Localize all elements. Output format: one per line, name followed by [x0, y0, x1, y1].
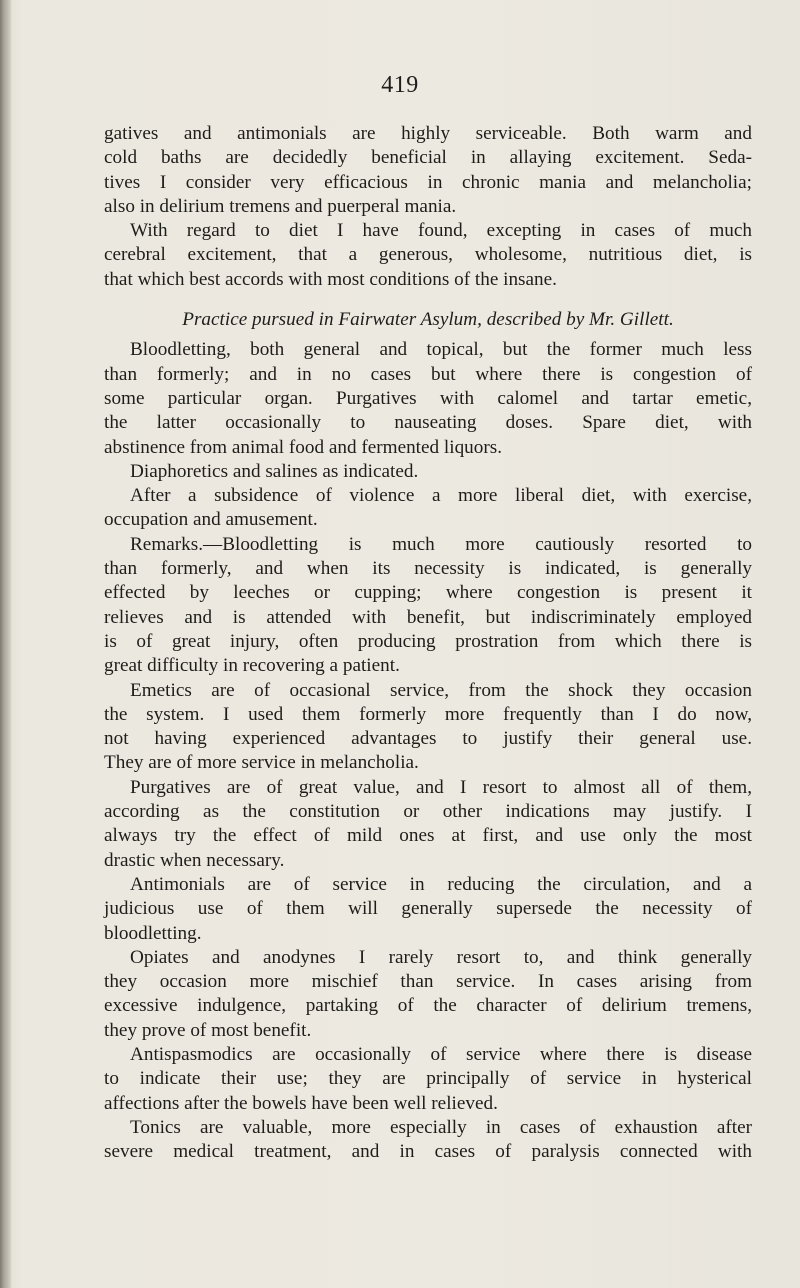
text-line: Emetics are of occasional service, from the shock they occasion	[130, 679, 752, 701]
text-line: effected by leeches or cupping; where congestion is present it	[104, 582, 752, 604]
text-line: the system. I used them formerly more frequently than I do now,	[104, 703, 752, 725]
text-line: they occasion more mischief than service. In cases arising from	[104, 971, 752, 993]
text-line: drastic when necessary.	[104, 849, 285, 871]
text-line: After a subsidence of violence a more liberal diet, with exercise,	[130, 485, 752, 507]
text-line: severe medical treatment, and in cases of paralysis connected with	[104, 1141, 752, 1163]
text-line: they prove of most benefit.	[104, 1019, 312, 1041]
text-line: the latter occasionally to nauseating doses. Spare diet, with	[104, 412, 752, 434]
text-line: bloodletting.	[104, 922, 202, 944]
section-gap	[104, 292, 752, 308]
text-line: Tonics are valuable, more especially in cases of exhaustion after	[130, 1116, 752, 1138]
text-line: With regard to diet I have found, excepting in cases of much	[130, 220, 752, 242]
text-line: cerebral excitement, that a generous, wholesome, nutritious diet, is	[104, 244, 752, 266]
text-line: Bloodletting, both general and topical, but the former much less	[130, 339, 752, 361]
text-line: abstinence from animal food and fermented liquors.	[104, 436, 503, 458]
text-line: always try the effect of mild ones at first, and use only the most	[104, 825, 752, 847]
text-line: excessive indulgence, partaking of the character of delirium tremens,	[104, 995, 752, 1017]
text-line: according as the constitution or other indications may justify. I	[104, 801, 752, 823]
text-line: than formerly; and in no cases but where there is congestion of	[104, 363, 752, 385]
page-number: 419	[381, 72, 419, 98]
text-line: is of great injury, often producing prostration from which there is	[104, 630, 752, 652]
section-heading: Practice pursued in Fairwater Asylum, described by Mr. Gillett.	[182, 309, 674, 331]
text-line: that which best accords with most conditions of the insane.	[104, 268, 557, 290]
text-line: judicious use of them will generally supersede the necessity of	[104, 898, 752, 920]
text-line: great difficulty in recovering a patient.	[104, 655, 400, 677]
text-line: Purgatives are of great value, and I resort to almost all of them,	[130, 776, 752, 798]
text-line: occupation and amusement.	[104, 509, 318, 531]
text-line: Antimonials are of service in reducing the circulation, and a	[130, 873, 752, 895]
page-binding-shadow	[0, 0, 12, 1288]
text-line: Diaphoretics and salines as indicated.	[130, 460, 419, 482]
text-line: not having experienced advantages to justify their general use.	[104, 728, 752, 750]
text-line: They are of more service in melancholia.	[104, 752, 419, 774]
text-line: relieves and is attended with benefit, but indiscriminately employed	[104, 606, 752, 628]
text-line: than formerly, and when its necessity is indicated, is generally	[104, 558, 752, 580]
text-line: cold baths are decidedly beneficial in allaying excitement. Seda-	[104, 147, 752, 169]
text-line: affections after the bowels have been well relieved.	[104, 1092, 498, 1114]
text-line: some particular organ. Purgatives with calomel and tartar emetic,	[104, 387, 752, 409]
text-line: tives I consider very efficacious in chronic mania and melancholia;	[104, 171, 752, 193]
text-line: Antispasmodics are occasionally of service where there is disease	[130, 1043, 752, 1065]
text-line: Remarks.—Bloodletting is much more cautiously resorted to	[130, 533, 752, 555]
text-line: Opiates and anodynes I rarely resort to, and think generally	[130, 946, 752, 968]
text-line: also in delirium tremens and puerperal mania.	[104, 195, 457, 217]
body-text	[104, 122, 752, 1164]
text-line: to indicate their use; they are principally of service in hysterical	[104, 1068, 752, 1090]
text-line: gatives and antimonials are highly serviceable. Both warm and	[104, 123, 752, 144]
